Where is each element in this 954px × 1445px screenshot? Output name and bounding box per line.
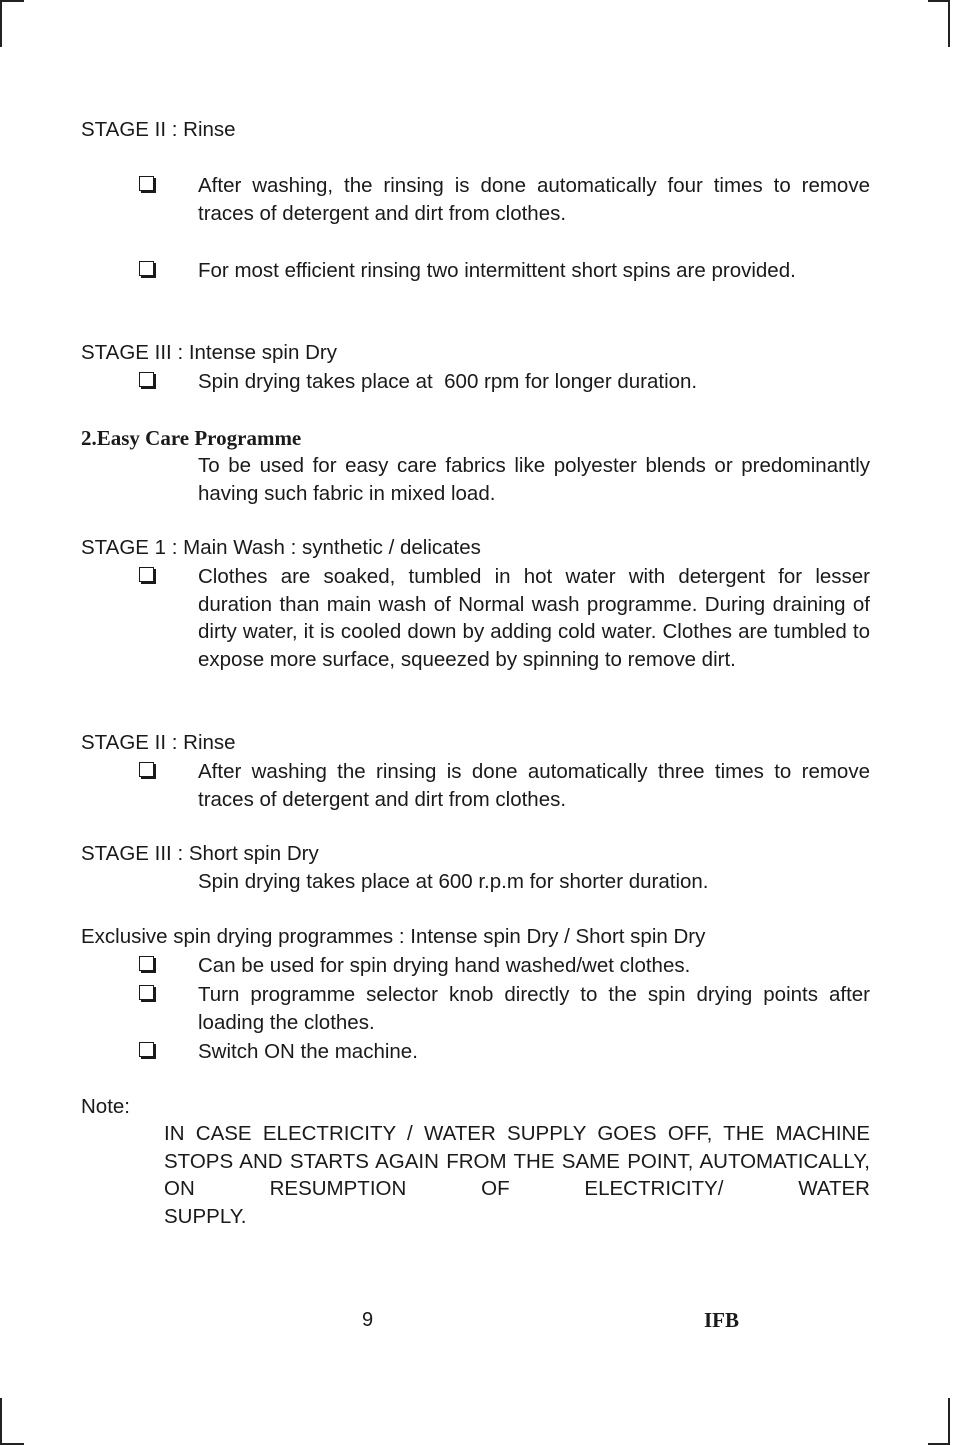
list-item: After washing, the rinsing is done automatically four times to remove traces of detergent and dirt from clothes. bbox=[198, 174, 870, 225]
checkbox-bullet-icon bbox=[139, 985, 154, 1000]
checkbox-bullet-icon bbox=[139, 372, 154, 387]
easy-care-stage3-text: Spin drying takes place at 600 r.p.m for shorter duration. bbox=[198, 870, 709, 893]
brand-logo: IFB bbox=[704, 1308, 740, 1332]
easy-care-stage3-heading: STAGE III : Short spin Dry bbox=[81, 842, 319, 865]
note-text bbox=[164, 1120, 870, 1230]
checkbox-bullet-icon bbox=[139, 176, 154, 191]
list-item: After washing the rinsing is done automatically three times to remove traces of detergent and dirt from clothes. bbox=[198, 760, 870, 811]
stage3-heading: STAGE III : Intense spin Dry bbox=[81, 341, 337, 364]
checkbox-bullet-icon bbox=[139, 1042, 154, 1057]
crop-mark-icon bbox=[928, 0, 950, 2]
note-text-last: SUPPLY. bbox=[164, 1204, 247, 1228]
easy-care-stage2-heading: STAGE II : Rinse bbox=[81, 731, 236, 754]
crop-mark-icon bbox=[948, 1398, 950, 1445]
note-text-main: IN CASE ELECTRICITY / WATER SUPPLY GOES OFF, THE MACHINE STOPS AND STARTS AGAIN FROM THE SAME POINT, AUTOMATICALLY, ON RESUMPTION OF ELECTRICITY/ WATER bbox=[164, 1122, 870, 1200]
checkbox-bullet-icon bbox=[139, 956, 154, 971]
easy-care-stage1-heading: STAGE 1 : Main Wash : synthetic / delicates bbox=[81, 536, 481, 559]
list-item: Turn programme selector knob directly to the spin drying points after loading the clothes. bbox=[198, 983, 870, 1034]
checkbox-bullet-icon bbox=[139, 261, 154, 276]
note-label: Note: bbox=[81, 1095, 130, 1118]
list-item: Switch ON the machine. bbox=[198, 1040, 418, 1063]
easy-care-title: 2.Easy Care Programme bbox=[81, 426, 302, 450]
checkbox-bullet-icon bbox=[139, 762, 154, 777]
exclusive-heading: Exclusive spin drying programmes : Intense spin Dry / Short spin Dry bbox=[81, 925, 706, 948]
checkbox-bullet-icon bbox=[139, 567, 154, 582]
list-item: Can be used for spin drying hand washed/wet clothes. bbox=[198, 954, 691, 977]
crop-mark-icon bbox=[948, 0, 950, 47]
page-number: 9 bbox=[362, 1309, 374, 1331]
list-item: Clothes are soaked, tumbled in hot water with detergent for lesser duration than main wash of Normal wash programme. During draining of dirty water, it is cooled down by adding cold water. Clothes are tumbled to expose more surface, squeezed by spinning to remove dirt. bbox=[198, 565, 870, 671]
easy-care-description: To be used for easy care fabrics like polyester blends or predominantly having such fabric in mixed load. bbox=[198, 454, 870, 505]
crop-mark-icon bbox=[0, 0, 2, 47]
list-item: Spin drying takes place at 600 rpm for longer duration. bbox=[198, 370, 698, 393]
crop-mark-icon bbox=[0, 1398, 2, 1445]
list-item: For most efficient rinsing two intermittent short spins are provided. bbox=[198, 259, 796, 282]
crop-mark-icon bbox=[0, 0, 24, 2]
stage2-rinse-heading: STAGE II : Rinse bbox=[81, 118, 236, 141]
